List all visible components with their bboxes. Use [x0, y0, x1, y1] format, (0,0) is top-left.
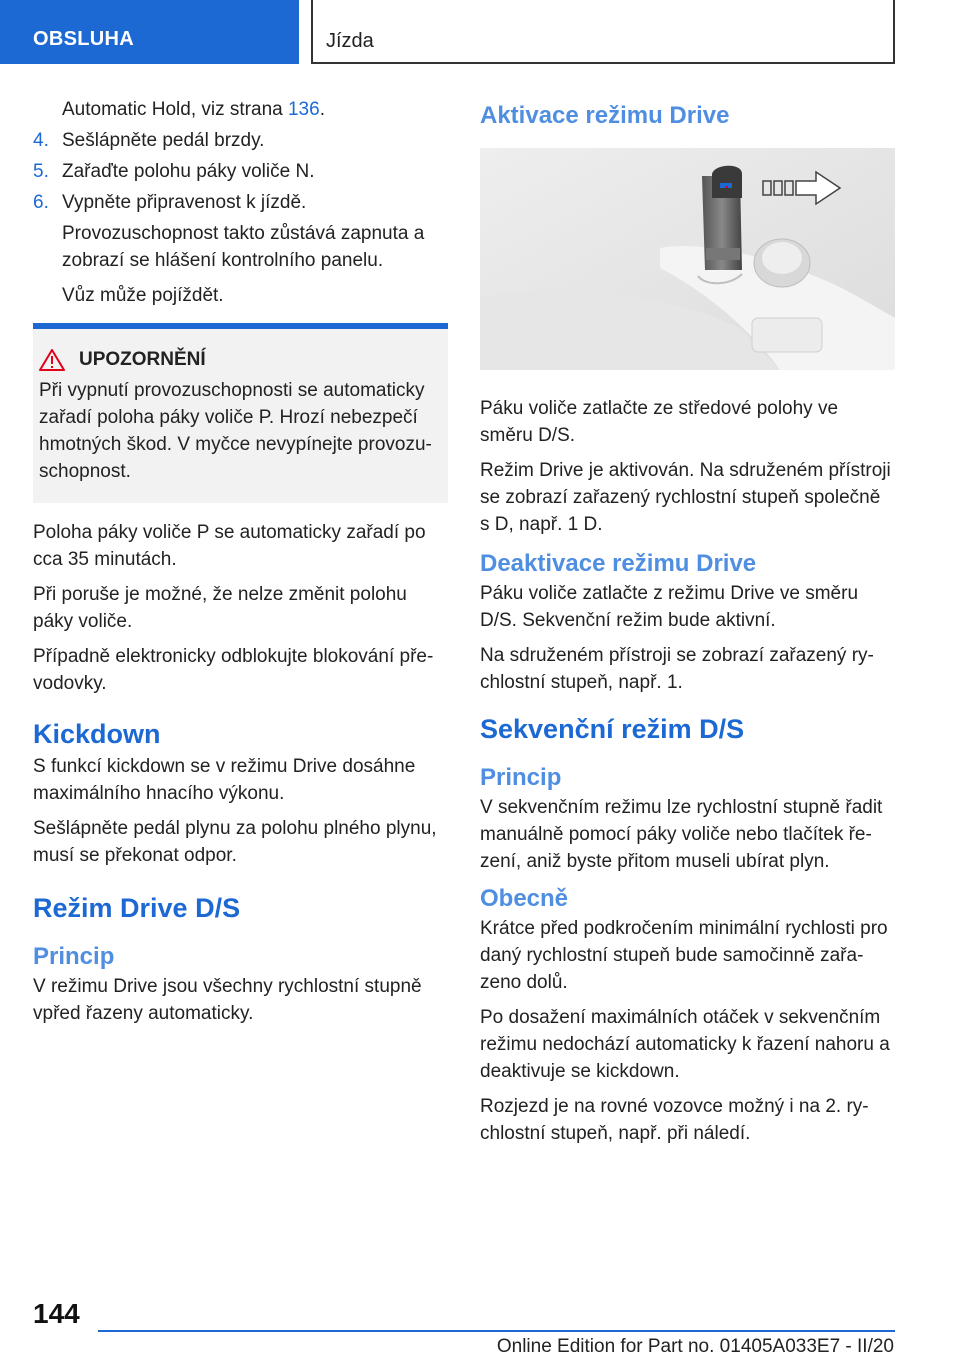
heading-princip: Princip: [33, 943, 115, 970]
paragraph: Sešlápněte pedál plynu za polohu plného plynu, musí se překonat odpor.: [33, 818, 437, 866]
heading-aktivace: Aktivace režimu Drive: [480, 102, 730, 129]
heading-princip: Princip: [480, 764, 562, 791]
paragraph: Režim Drive je aktivován. Na sdruženém přístroji se zobrazí zařazený rychlostní stupeň společně s D, např. 1 D.: [480, 460, 891, 535]
step-number: 6.: [33, 192, 49, 213]
paragraph: Po dosažení maximálních otáček v sekvenčním režimu nedochází automaticky k řazení nahoru a deaktivuje se kickdown.: [480, 1007, 890, 1082]
paragraph: Případně elektronicky odblokujte blokování převodovky.: [33, 646, 434, 694]
step-6: [33, 189, 448, 216]
heading-drive-ds: Režim Drive D/S: [33, 893, 241, 923]
paragraph: Páku voliče zatlačte z režimu Drive ve směru D/S. Sekvenční režim bude aktivní.: [480, 583, 859, 631]
page-link[interactable]: 136: [287, 99, 320, 120]
paragraph: Páku voliče zatlačte ze středové polohy ve směru D/S.: [480, 398, 839, 446]
step-text: Vypněte připravenost k jízdě.: [62, 192, 307, 213]
paragraph: Krátce před podkročením minimální rychlosti pro daný rychlostní stupeň bude samočinně zařazeno dolů.: [480, 918, 888, 993]
step-text: Zařaďte polohu páky voliče N.: [62, 161, 315, 182]
paragraph: Při poruše je možné, že nelze změnit polohu páky voliče.: [33, 584, 407, 632]
paragraph: Na sdruženém přístroji se zobrazí zařazený rychlostní stupeň, např. 1.: [480, 645, 874, 693]
warning-title: UPOZORNĚNÍ: [39, 349, 434, 371]
heading-kickdown: Kickdown: [33, 719, 161, 749]
step-4: [33, 127, 448, 154]
step-continuation: Automatic Hold, viz strana 136.: [62, 99, 325, 120]
step-text: Sešlápněte pedál brzdy.: [62, 130, 265, 151]
chapter-label: Jízda: [326, 30, 374, 52]
step-6-note: Provozuschopnost takto zůstává zapnuta a zobrazí se hlášení kontrolního panelu.: [62, 223, 425, 271]
footer-divider: [98, 1330, 895, 1332]
chapter-header: [311, 0, 895, 64]
edition-note: Online Edition for Part no. 01405A033E7 - II/20: [496, 1336, 894, 1357]
warning-box: [33, 323, 448, 503]
step-5: [33, 158, 448, 185]
paragraph: V režimu Drive jsou všechny rychlostní stupně vpřed řazeny automaticky.: [33, 976, 422, 1024]
heading-obecne: Obecně: [480, 885, 569, 912]
section-tab[interactable]: [0, 0, 299, 64]
step-6-note: Vůz může pojíždět.: [62, 285, 224, 306]
step-number: 5.: [33, 161, 49, 182]
paragraph: Poloha páky voliče P se automaticky zařadí po cca 35 minutách.: [33, 522, 426, 570]
heading-sekvencni: Sekvenční režim D/S: [480, 714, 745, 744]
warning-text: Při vypnutí provozuschopnosti se automaticky zařadí poloha páky voliče P. Hrozí nebezpečí hmotných škod. V myčce nevypínejte provozuschopnost.: [39, 380, 432, 482]
paragraph: S funkcí kickdown se v režimu Drive dosáhne maximálního hnacího výkonu.: [33, 756, 416, 804]
right-column: [480, 96, 895, 1155]
page-number: 144: [33, 1298, 80, 1329]
section-label: OBSLUHA: [33, 28, 134, 50]
gear-selector-illustration: [480, 148, 895, 370]
paragraph: V sekvenčním režimu lze rychlostní stupně řadit manuálně pomocí páky voliče nebo tlačítek řezení, aniž byste přitom museli ubírat plyn.: [480, 797, 883, 872]
left-column: [33, 96, 448, 1035]
warning-triangle-icon: [39, 349, 65, 371]
heading-deaktivace: Deaktivace režimu Drive: [480, 550, 757, 577]
step-number: 4.: [33, 130, 49, 151]
paragraph: Rozjezd je na rovné vozovce možný i na 2. rychlostní stupeň, např. při náledí.: [480, 1096, 869, 1144]
